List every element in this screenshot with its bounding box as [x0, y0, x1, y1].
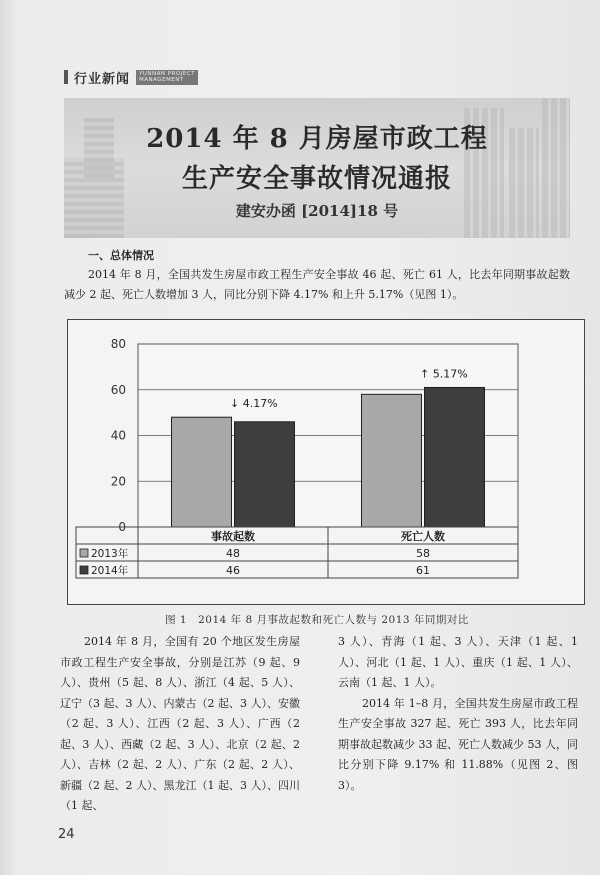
intro-paragraph: 2014 年 8 月，全国共发生房屋市政工程生产安全事故 46 起、死亡 61 人，比去年同期事故起数减少 2 起、死亡人数增加 3 人，同比分别下降 4.17% 和上升 5.17%（见图 1）。	[64, 268, 570, 301]
data-table	[76, 527, 518, 578]
category-label: 事故起数	[211, 530, 255, 543]
data-value-label: 61	[416, 564, 430, 577]
section-label: 行业新闻	[74, 71, 131, 87]
y-tick-label: 80	[110, 337, 126, 351]
y-tick-label: 60	[110, 382, 126, 397]
journal-badge	[136, 70, 198, 85]
figure-1-chart	[67, 319, 585, 605]
data-value-label: 48	[226, 547, 240, 560]
y-tick-label: 40	[110, 428, 126, 443]
figure-caption: 图 1 2014 年 8 月事故起数和死亡人数与 2013 年同期对比	[165, 614, 469, 626]
bar-2013	[172, 417, 232, 527]
article-title-line-2: 生产安全事故情况通报	[181, 164, 452, 194]
badge-line-2: MANAGEMENT	[139, 77, 184, 83]
left-column	[60, 632, 300, 817]
legend-label: 2014年	[91, 565, 129, 577]
right-column-text-1: 3 人）、青海（1 起、3 人）、天津（1 起、1 人）、河北（1 起、1 人）、重庆（1 起、1 人）、云南（1 起、1 人）。	[338, 635, 578, 689]
bar-2013	[362, 394, 422, 527]
page-number: 24	[58, 827, 75, 842]
bar-2014	[235, 422, 295, 527]
y-tick-label: 20	[110, 474, 126, 489]
change-annotation: ↓ 4.17%	[230, 397, 278, 411]
left-column-text: 2014 年 8 月，全国有 20 个地区发生房屋市政工程生产安全事故，分别是江苏（9 起、9 人）、贵州（5 起、8 人）、浙江（4 起、5 人）、辽宁（3 起、3 人）、内蒙古（2 起、3 人）、安徽（2 起、3 人）、江西（2 起、3 人）、广西（2 起、3 人）、西藏（2 起、3 人）、北京（2 起、2 人）、吉林（2 起、2 人）、广东（2 起、2 人）、新疆（2 起、2 人）、黑龙江（1 起、3 人）、四川（1 起、	[60, 635, 300, 812]
document-number: 建安办函 [2014]18 号	[235, 202, 399, 220]
section-tag	[64, 68, 198, 86]
bar-2014	[425, 387, 485, 527]
legend-swatch	[80, 566, 88, 574]
badge-line-1: YUNNAN PROJECT	[139, 70, 196, 77]
bar-chart	[68, 320, 584, 604]
legend-swatch	[80, 549, 88, 557]
data-value-label: 46	[226, 564, 240, 577]
right-column	[338, 632, 578, 796]
right-column-text-2: 2014 年 1–8 月，全国共发生房屋市政工程生产安全事故 327 起、死亡 393 人，比去年同期事故起数减少 33 起、死亡人数减少 53 人，同比分别下降 9.17% 和 11.88%（见图 2、图 3）。	[338, 696, 578, 792]
section-heading: 一、总体情况	[88, 249, 154, 262]
legend-label: 2013年	[91, 548, 129, 560]
article-title-line-1: 2014 年 8 月房屋市政工程	[146, 124, 488, 154]
category-label: 死亡人数	[401, 530, 445, 543]
section-marker	[64, 70, 68, 84]
y-tick-label: 0	[118, 520, 126, 534]
data-value-label: 58	[416, 547, 430, 560]
change-annotation: ↑ 5.17%	[420, 367, 468, 381]
